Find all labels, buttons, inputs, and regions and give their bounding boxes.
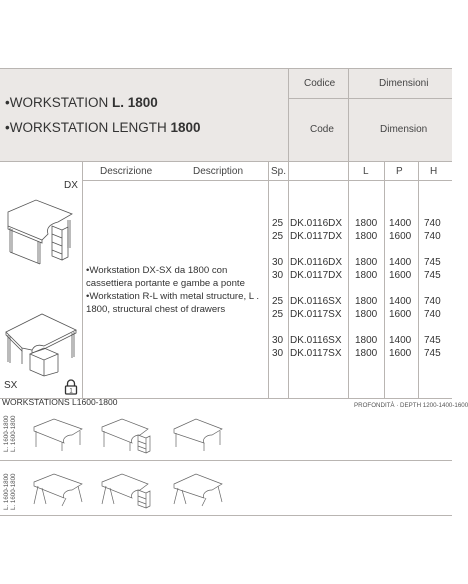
divider [288, 98, 452, 99]
cell-sp: 25 [272, 296, 284, 307]
col-sp: Sp. [271, 166, 287, 177]
desk-thumbnail [32, 415, 92, 458]
cell-p: 1400 [389, 257, 412, 268]
cell-p: 1600 [389, 348, 412, 359]
divider [418, 161, 419, 398]
cell-h: 740 [424, 231, 441, 242]
desk-dx-illustration [2, 190, 82, 275]
description-line: cassettiera portante e gambe a ponte [86, 278, 245, 289]
cell-l: 1800 [355, 348, 378, 359]
cell-code: DK.0116SX [290, 296, 342, 307]
col-l: L [363, 166, 369, 177]
description-line: 1800, structural chest of drawers [86, 304, 226, 315]
cell-h: 745 [424, 257, 441, 268]
col-codice: Codice [304, 78, 336, 89]
cell-sp: 30 [272, 335, 284, 346]
cell-code: DK.0117SX [290, 309, 342, 320]
cell-h: 745 [424, 348, 441, 359]
description-line: •Workstation R-L with metal structure, L . [86, 291, 260, 302]
cell-code: DK.0116DX [290, 257, 343, 268]
divider [0, 515, 452, 516]
side-label: L. 1600-1800 [3, 415, 10, 452]
cell-h: 745 [424, 270, 441, 281]
col-p: P [396, 166, 403, 177]
col-descrizione: Descrizione [100, 166, 153, 177]
divider [268, 161, 269, 398]
cell-l: 1800 [355, 335, 378, 346]
divider [0, 460, 452, 461]
cell-sp: 30 [272, 270, 284, 281]
cell-sp: 25 [272, 231, 284, 242]
desk-thumbnail [100, 470, 160, 515]
divider [288, 68, 289, 398]
side-label: L. 1600-1800 [10, 415, 17, 452]
desk-sx-illustration [2, 300, 84, 385]
cell-l: 1800 [355, 231, 378, 242]
cell-code: DK.0117SX [290, 348, 342, 359]
description-block [86, 264, 268, 316]
cell-code: DK.0116DX [290, 218, 343, 229]
cell-l: 1800 [355, 296, 378, 307]
section-title: WORKSTATIONS L1600-1800 [2, 397, 118, 407]
desk-thumbnail [32, 470, 92, 513]
cell-code: DK.0116SX [290, 335, 342, 346]
cell-l: 1800 [355, 257, 378, 268]
description-line: •Workstation DX-SX da 1800 con [86, 265, 228, 276]
cell-l: 1800 [355, 309, 378, 320]
col-dimensioni: Dimensioni [379, 78, 429, 89]
title-english: •WORKSTATION LENGTH 1800 [5, 120, 201, 135]
label-dx: DX [64, 180, 78, 191]
desk-thumbnail [100, 415, 160, 460]
cell-p: 1400 [389, 296, 412, 307]
svg-text:1: 1 [69, 388, 73, 395]
cell-h: 740 [424, 218, 441, 229]
cell-p: 1400 [389, 335, 412, 346]
divider [0, 68, 452, 69]
cell-sp: 25 [272, 309, 284, 320]
cell-p: 1400 [389, 218, 412, 229]
side-label: L. 1600-1800 [3, 473, 10, 510]
cell-h: 740 [424, 309, 441, 320]
label-sx: SX [4, 380, 18, 391]
cell-sp: 30 [272, 348, 284, 359]
desk-thumbnail [172, 415, 232, 458]
cell-code: DK.0117DX [290, 231, 343, 242]
desk-thumbnail [172, 470, 232, 513]
divider [384, 161, 385, 398]
depth-label: PROFONDITÀ · DEPTH 1200-1400-1600 [354, 402, 468, 409]
title-italian: •WORKSTATION L. 1800 [5, 95, 158, 110]
cell-sp: 30 [272, 257, 284, 268]
side-label: L. 1600-1800 [10, 473, 17, 510]
col-dimension: Dimension [380, 124, 428, 135]
cell-sp: 25 [272, 218, 284, 229]
cell-code: DK.0117DX [290, 270, 343, 281]
col-code: Code [310, 124, 334, 135]
cell-p: 1600 [389, 309, 412, 320]
cell-l: 1800 [355, 270, 378, 281]
cell-p: 1600 [389, 231, 412, 242]
cell-h: 745 [424, 335, 441, 346]
cell-h: 740 [424, 296, 441, 307]
divider [82, 180, 452, 181]
cell-l: 1800 [355, 218, 378, 229]
cell-p: 1600 [389, 270, 412, 281]
col-h: H [430, 166, 438, 177]
col-description: Description [193, 166, 244, 177]
divider [348, 68, 349, 398]
